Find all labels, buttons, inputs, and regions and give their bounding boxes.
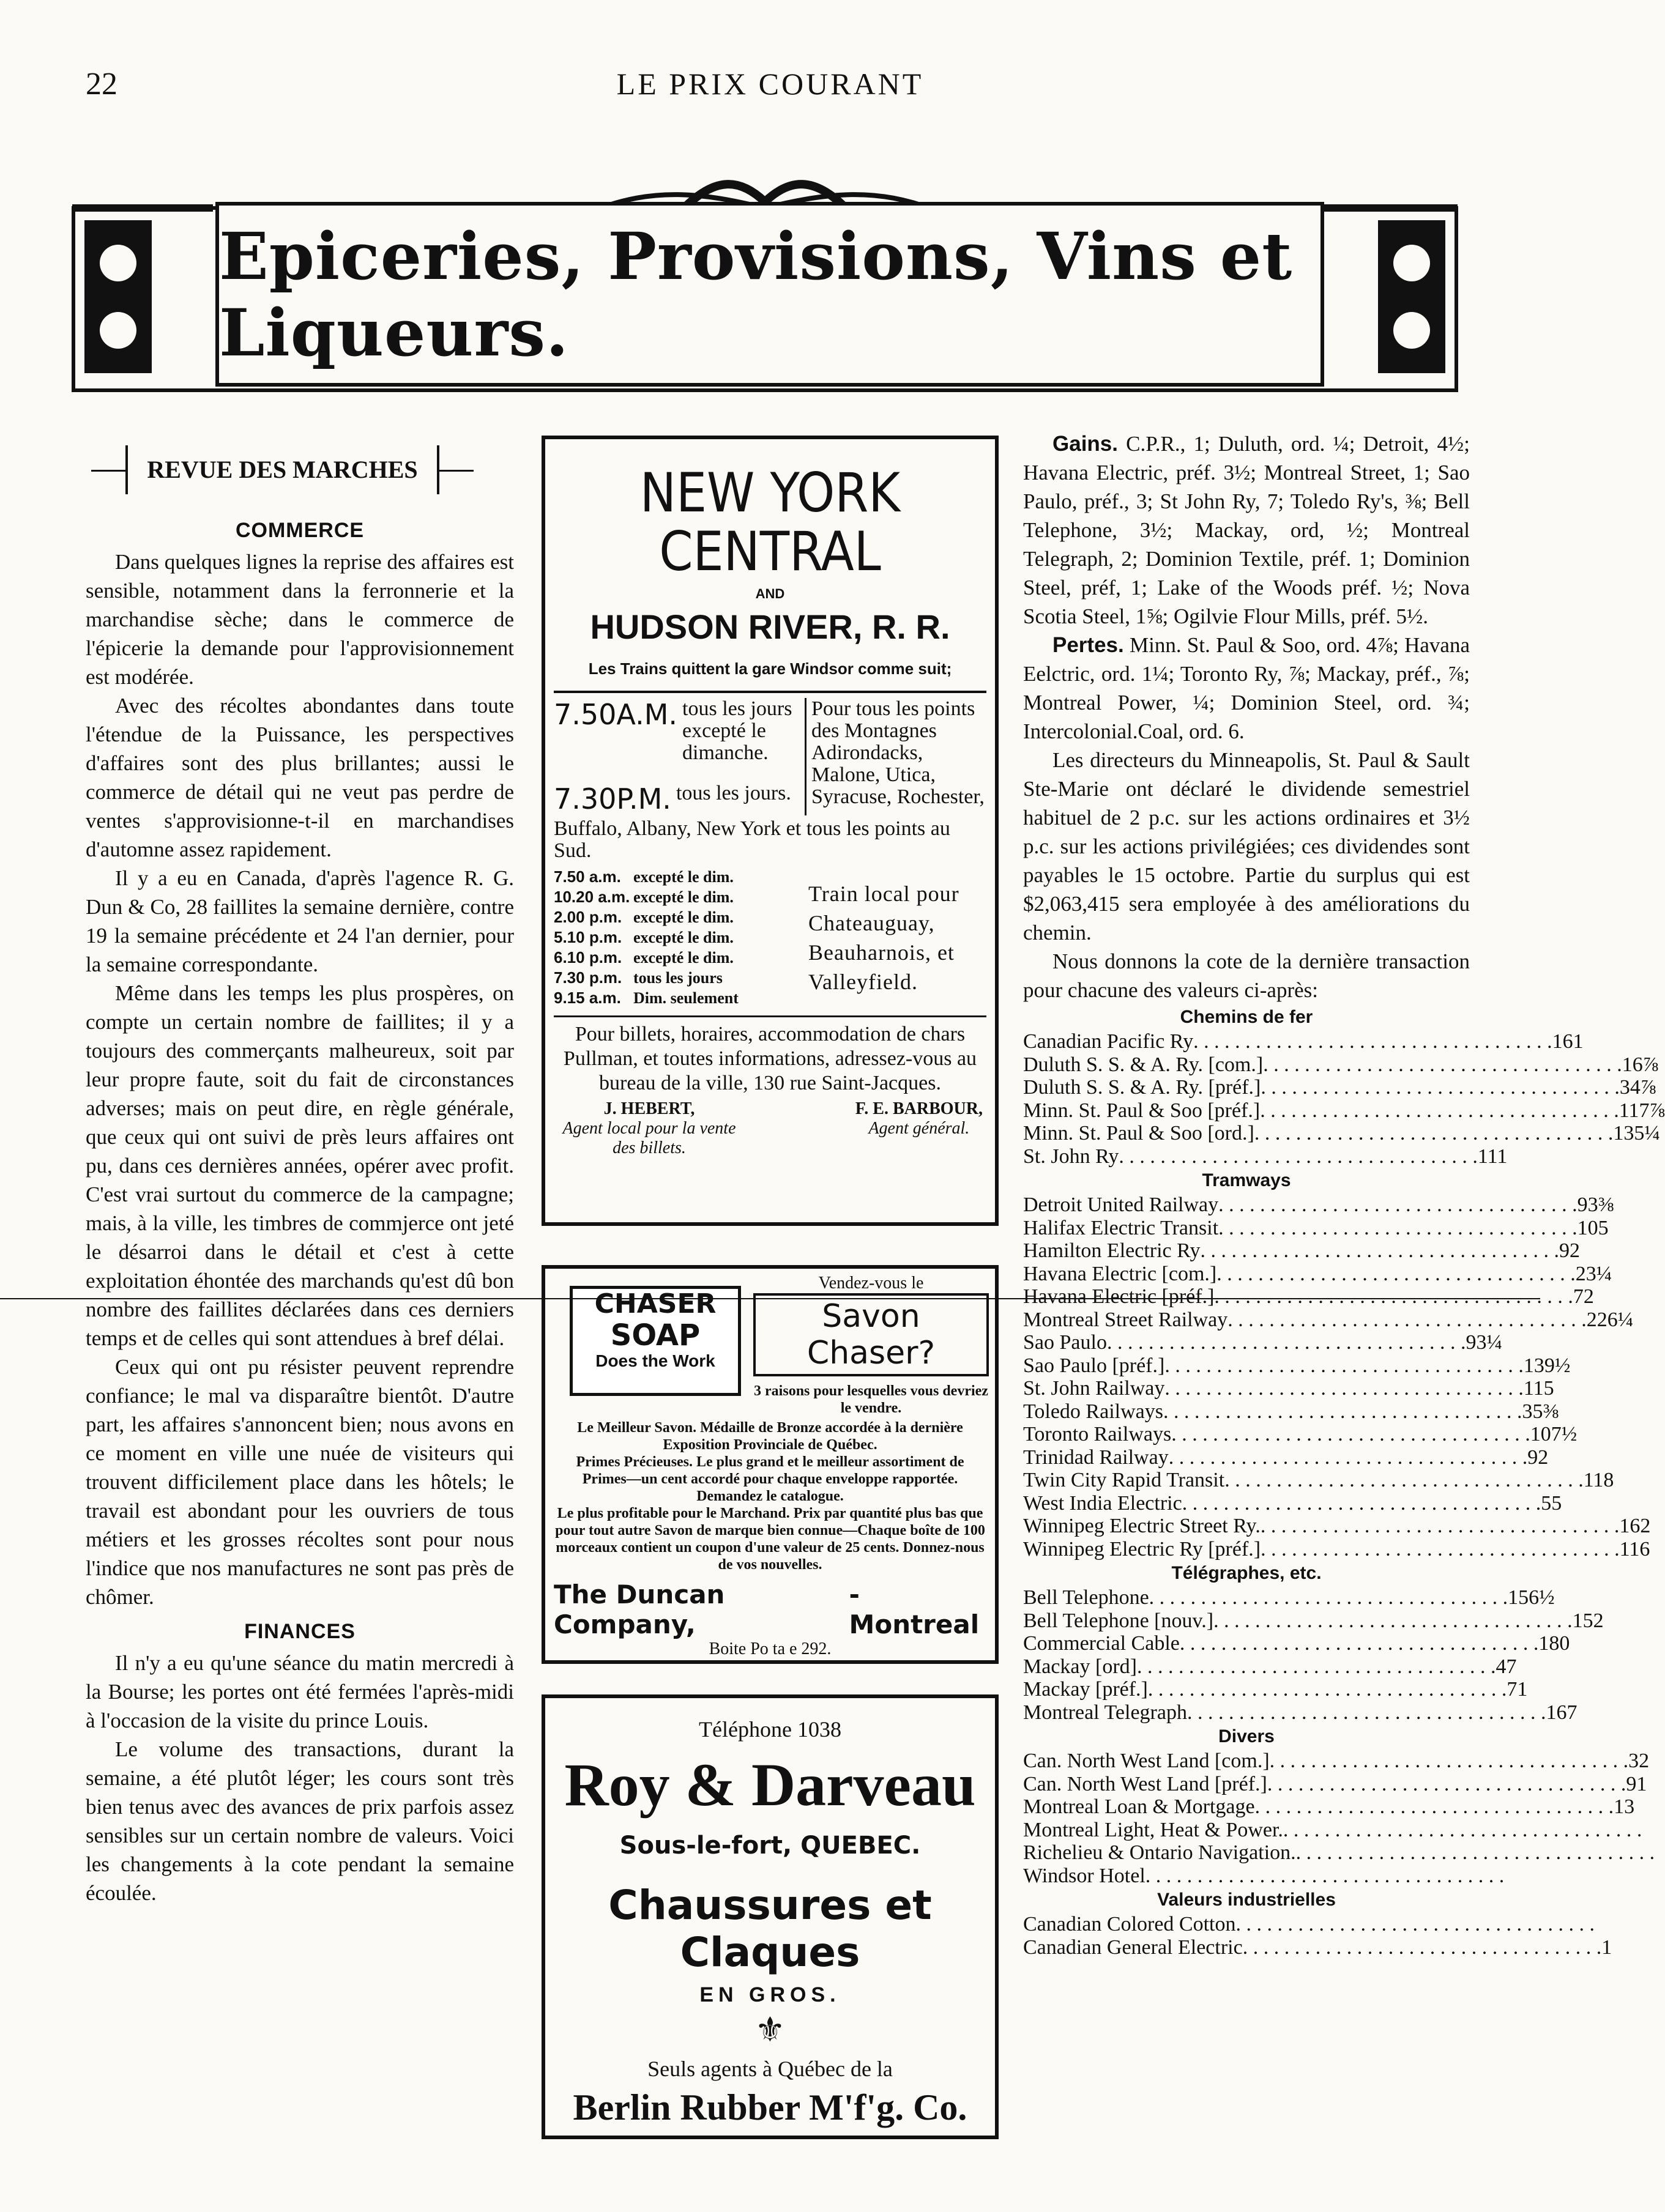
table-row — [1023, 1193, 1614, 1217]
table-row — [1023, 1053, 1659, 1077]
ad-roy-darveau — [542, 1694, 999, 2139]
stock-price: 105 — [1577, 1216, 1609, 1239]
local-time: 6.10 p.m. — [554, 948, 622, 967]
stock-name: Richelieu & Ontario Navigation. — [1023, 1841, 1296, 1864]
table-row — [1023, 1308, 1634, 1332]
fleur-de-lis-icon: ⚜ — [754, 2011, 786, 2049]
stock-price: 93¼ — [1466, 1331, 1502, 1354]
table-row — [1023, 1285, 1594, 1308]
leader-dots: . . . . . . . . . . . . . . . . . . . . . . . . . . . . . . . . . . . — [1182, 1491, 1541, 1515]
local-time: 10.20 a.m. — [554, 888, 630, 906]
stock-name: Halifax Electric Transit — [1023, 1216, 1219, 1239]
leader-dots: . . . . . . . . . . . . . . . . . . . . . . . . . . . . . . . . . . . — [1227, 1308, 1587, 1331]
leader-dots: . . . . . . . . . . . . . . . . . . . . . . . . . . . . . . . . . . . — [1193, 1030, 1552, 1053]
leader-dots: . . . . . . . . . . . . . . . . . . . . . . . . . . . . . . . . . . . — [1295, 1841, 1655, 1864]
company-city: - Montreal — [849, 1579, 980, 1639]
table-row — [1023, 1122, 1660, 1145]
local-desc: excepté le dim. — [633, 908, 734, 926]
departure-time: 7.30P.M. — [554, 782, 671, 815]
ad-and: AND — [755, 586, 785, 601]
table-row — [1023, 1537, 1650, 1561]
stock-name: Trinidad Railway — [1023, 1446, 1169, 1469]
local-desc: excepté le dim. — [633, 888, 734, 906]
table-row — [1023, 1655, 1517, 1679]
table-heading: Tramways — [1202, 1170, 1291, 1190]
stock-price: 118 — [1583, 1469, 1614, 1491]
ad-company: Berlin Rubber M'f'g. Co. — [573, 2087, 967, 2128]
stock-price: 156½ — [1508, 1586, 1555, 1609]
paragraph: Le volume des transactions, durant la semaine, a été plutôt léger; les cours sont très bien tenus avec des avances de prix parfois assez sensibles sur un certain nombre de valeurs. Voici les changements à la cote pendant la semaine écoulée. — [86, 1737, 514, 1905]
leader-dots: . . . . . . . . . . . . . . . . . . . . . . . . . . . . . . . . . . . — [1261, 1537, 1620, 1561]
paragraph: Même dans les temps les plus prospères, on compte un certain nombre de faillites; il y a toujours des commerçants malheureux, soit par leur propre faute, soit du fait de circonstances adverses; mais on peut dire, en règle générale, que ceux qui ont suivi de près leurs affaires ont pu, dans ces dernières années, opérer avec profit. C'est vrai surtout du commerce de la campagne; mais, à la ville, les timbres de commjerce ont jeté le désarroi dans le détail et c'est à cette exploitation éhontée des marchands qu'est dû bon nombre des faillites déclarées dans ces derniers temps et de celles qui sont attendues à bref délai. — [86, 981, 514, 1350]
stock-name: Hamilton Electric Ry — [1023, 1239, 1201, 1262]
stock-name: Bell Telephone — [1023, 1586, 1149, 1609]
stock-price: 152 — [1572, 1609, 1604, 1632]
stock-name: Can. North West Land [préf.] — [1023, 1772, 1267, 1795]
table-row — [1023, 1491, 1562, 1515]
table-row — [1023, 1609, 1604, 1633]
leader-dots: . . . . . . . . . . . . . . . . . . . . . . . . . . . . . . . . . . . — [1213, 1609, 1573, 1632]
stock-price: 72 — [1573, 1285, 1594, 1308]
stock-name: Canadian General Electric — [1023, 1936, 1243, 1959]
ad-goods: Chaussures et Claques — [608, 1882, 932, 1976]
right-column — [1023, 429, 1665, 2136]
leader-dots: . . . . . . . . . . . . . . . . . . . . . . . . . . . . . . . . . . . — [1235, 1913, 1595, 1936]
pertes-label: Pertes. — [1052, 633, 1124, 657]
table-row — [1023, 1400, 1559, 1423]
stock-price: 111 — [1477, 1145, 1508, 1168]
stock-name: Duluth S. S. & A. Ry. [préf.] — [1023, 1076, 1261, 1099]
paragraph: Avec des récoltes abondantes dans toute l'étendue de la Puissance, les perspectives d'affaires sont des plus brillantes; aussi le commerce de détail qui ne veut pas perdre de ventes s'approvisionne-t-il en marchandises d'automne assez rapidement. — [86, 694, 514, 861]
stock-name: Minn. St. Paul & Soo [préf.] — [1023, 1099, 1261, 1122]
table-row — [1023, 1701, 1577, 1724]
ad-agents: Seuls agents à Québec de la — [647, 2057, 893, 2081]
ad-title: NEW YORK CENTRAL — [639, 461, 901, 583]
table-row — [1023, 1515, 1651, 1538]
soap-box-label: CHASER — [594, 1288, 717, 1319]
soap-box-label: SOAP — [610, 1318, 701, 1353]
leader-dots: . . . . . . . . . . . . . . . . . . . . . . . . . . . . . . . . . . . — [1254, 1122, 1614, 1145]
local-desc: excepté le dim. — [633, 949, 734, 967]
company-box: Boite Po ta e 292. — [709, 1639, 832, 1658]
stock-name: West India Electric — [1023, 1491, 1182, 1515]
section-title: REVUE DES MARCHES — [125, 445, 439, 494]
leader-dots: . . . . . . . . . . . . . . . . . . . . . . . . . . . . . . . . . . . — [1163, 1400, 1522, 1423]
leader-dots: . . . . . . . . . . . . . . . . . . . . . . . . . . . . . . . . . . . — [1136, 1655, 1496, 1678]
leader-dots: . . . . . . . . . . . . . . . . . . . . . . . . . . . . . . . . . . . — [1216, 1262, 1576, 1285]
agent-name: J. HEBERT, — [603, 1099, 695, 1118]
stock-price: 71 — [1507, 1678, 1528, 1701]
leader-dots: . . . . . . . . . . . . . . . . . . . . . . . . . . . . . . . . . . . — [1149, 1586, 1508, 1609]
table-row — [1023, 1818, 1642, 1842]
stock-price: 180 — [1538, 1632, 1570, 1655]
banner-title-box — [215, 202, 1324, 387]
journal-title: LE PRIX COURANT — [616, 67, 924, 101]
leader-dots: . . . . . . . . . . . . . . . . . . . . . . . . . . . . . . . . . . . — [1200, 1239, 1559, 1262]
table-heading: Divers — [1218, 1726, 1275, 1746]
leader-dots: . . . . . . . . . . . . . . . . . . . . . . . . . . . . . . . . . . . — [1283, 1818, 1642, 1841]
banner-title: Epiceries, Provisions, Vins et Liqueurs. — [219, 218, 1293, 371]
leader-dots: . . . . . . . . . . . . . . . . . . . . . . . . . . . . . . . . . . . — [1147, 1678, 1507, 1701]
stock-price: 47 — [1496, 1655, 1517, 1678]
table-row — [1023, 1750, 1650, 1773]
stock-price: 13 — [1614, 1795, 1635, 1818]
stock-name: Toledo Railways — [1023, 1400, 1163, 1423]
stock-price: 91 — [1626, 1772, 1647, 1795]
stock-price: 1 — [1601, 1936, 1612, 1959]
stock-name: Winnipeg Electric Ry [préf.] — [1023, 1537, 1261, 1561]
stock-price: 116 — [1619, 1537, 1650, 1561]
stock-price: 92 — [1559, 1239, 1580, 1262]
leader-dots: . . . . . . . . . . . . . . . . . . . . . . . . . . . . . . . . . . . — [1269, 1750, 1629, 1772]
leader-dots: . . . . . . . . . . . . . . . . . . . . . . . . . . . . . . . . . . . — [1224, 1469, 1584, 1491]
local-time: 9.15 a.m. — [554, 989, 621, 1007]
leader-dots: . . . . . . . . . . . . . . . . . . . . . . . . . . . . . . . . . . . — [1168, 1446, 1528, 1469]
leader-dots: . . . . . . . . . . . . . . . . . . . . . . . . . . . . . . . . . . . — [1242, 1936, 1602, 1959]
table-row — [1023, 1586, 1555, 1609]
stock-name: Mackay [préf.] — [1023, 1678, 1148, 1701]
departure-desc: tous les jours excepté le dimanche. — [682, 697, 792, 764]
stock-name: Can. North West Land [com.] — [1023, 1750, 1270, 1772]
paragraph: Nous donnons la cote de la dernière transaction pour chacune des valeurs ci-après: — [1023, 949, 1470, 1002]
table-row — [1023, 1913, 1595, 1936]
local-desc: excepté le dim. — [633, 929, 734, 946]
company-name: The Duncan Company, — [554, 1579, 725, 1639]
stock-name: Mackay [ord] — [1023, 1655, 1137, 1678]
table-heading: Valeurs industrielles — [1157, 1890, 1336, 1910]
ad-chaser-soap — [542, 1265, 999, 1664]
stock-name: Twin City Rapid Transit — [1023, 1469, 1225, 1491]
table-row — [1023, 1936, 1612, 1959]
leader-dots: . . . . . . . . . . . . . . . . . . . . . . . . . . . . . . . . . . . — [1171, 1423, 1530, 1446]
stock-name: Montreal Street Railway — [1023, 1308, 1228, 1331]
stock-name: Bell Telephone [nouv.] — [1023, 1609, 1214, 1632]
stock-price: 117⅞ — [1618, 1099, 1665, 1122]
leader-dots: . . . . . . . . . . . . . . . . . . . . . . . . . . . . . . . . . . . — [1214, 1285, 1573, 1308]
stock-name: St. John Ry — [1023, 1145, 1119, 1168]
table-heading: Télégraphes, etc. — [1171, 1563, 1322, 1583]
table-row — [1023, 1145, 1508, 1168]
stock-price: 139½ — [1523, 1354, 1571, 1377]
local-time: 7.50 a.m. — [554, 867, 621, 886]
table-row — [1023, 1262, 1612, 1286]
agent-title: Agent local pour la vente des billets. — [562, 1119, 736, 1157]
stock-name: Toronto Railways — [1023, 1423, 1172, 1446]
table-row — [1023, 1423, 1577, 1446]
leader-dots: . . . . . . . . . . . . . . . . . . . . . . . . . . . . . . . . . . . — [1254, 1795, 1614, 1818]
table-row — [1023, 1030, 1584, 1053]
leader-dots: . . . . . . . . . . . . . . . . . . . . . . . . . . . . . . . . . . . — [1186, 1701, 1546, 1724]
stock-name: Commercial Cable — [1023, 1632, 1180, 1655]
paragraph: Les directeurs du Minneapolis, St. Paul & Sault Ste-Marie ont déclaré le dividende semestriel habituel de 2 p.c. sur les actions ordinaires et 3½ p.c. sur les actions privilégiées; ces dividendes sont payables le 15 octobre. Partie du surplus qui est $2,063,415 sera employée à des améliorations du chemin. — [1023, 748, 1470, 945]
table-row — [1023, 1864, 1505, 1888]
stock-price: 93⅜ — [1577, 1193, 1614, 1216]
ad-name: Roy & Darveau — [564, 1751, 976, 1819]
table-row — [1023, 1239, 1580, 1263]
soap-box-label: Does the Work — [595, 1351, 715, 1370]
divider — [0, 1298, 1540, 1299]
stock-price: 35⅜ — [1522, 1400, 1559, 1423]
soap-box — [570, 1286, 741, 1396]
leader-dots: . . . . . . . . . . . . . . . . . . . . . . . . . . . . . . . . . . . — [1263, 1053, 1622, 1076]
ad-en-gros: EN GROS. — [699, 1983, 841, 2006]
stock-price: 161 — [1552, 1030, 1584, 1053]
ad-headline: Savon Chaser? — [753, 1293, 989, 1376]
leader-dots: . . . . . . . . . . . . . . . . . . . . . . . . . . . . . . . . . . . — [1145, 1864, 1505, 1887]
stock-name: Minn. St. Paul & Soo [ord.] — [1023, 1122, 1254, 1145]
paragraph: Ceux qui ont pu résister peuvent reprendre confiance; le mal va disparaître bientôt. D'autre part, les affaires s'annoncent bien; nous avons en ce moment en ville une nuée de visiteurs qui trouvent difficilement place dans les hôtels; le travail est abondant pour les ouvriers de tous métiers et les grosses récoltes sont pour nous l'indice que nos manufactures ne sont pas près de chômer. — [86, 1355, 514, 1609]
ad-text: Primes Précieuses. Le plus grand et le meilleur assortiment de Primes—un cent accordé pour chaque enveloppe rapportée. Demandez le catalogue. — [576, 1454, 964, 1504]
table-row — [1023, 1841, 1655, 1865]
leader-dots: . . . . . . . . . . . . . . . . . . . . . . . . . . . . . . . . . . . — [1179, 1632, 1539, 1655]
stock-price: 162 — [1619, 1515, 1651, 1537]
page-number: 22 — [86, 67, 117, 102]
ad-info: Pour billets, horaires, accommodation de chars Pullman, et toutes informations, adressez-vous au bureau de la ville, 130 rue Saint-Jacques. — [563, 1023, 977, 1094]
table-row — [1023, 1678, 1528, 1701]
local-time: 5.10 p.m. — [554, 928, 622, 946]
local-desc: Dim. seulement — [633, 989, 739, 1007]
ad-address: Sous-le-fort, QUEBEC. — [619, 1832, 921, 1860]
stock-name: St. John Railway — [1023, 1377, 1165, 1400]
ad-top-line: Vendez-vous le — [818, 1274, 924, 1293]
stock-name: Windsor Hotel — [1023, 1864, 1145, 1887]
stock-price: 107½ — [1530, 1423, 1577, 1446]
stock-price: 23¼ — [1575, 1262, 1612, 1285]
pertes-text: Minn. St. Paul & Soo, ord. 4⅞; Havana Eelctric, ord. 1¼; Toronto Ry, ⅞; Mackay, préf., ⅞; Montreal Power, ¼; Dominion Steel, ord. ¾; Intercolonial.Coal, ord. 6. — [1023, 633, 1470, 743]
local-desc: tous les jours — [633, 969, 723, 987]
departure-desc: tous les jours. — [676, 782, 791, 804]
stock-price: 226¼ — [1586, 1308, 1634, 1331]
stock-price: 115 — [1523, 1377, 1554, 1400]
stock-name: Havana Electric [préf.] — [1023, 1285, 1215, 1308]
table-row — [1023, 1469, 1614, 1492]
stock-name: Havana Electric [com.] — [1023, 1262, 1217, 1285]
local-time: 7.30 p.m. — [554, 968, 622, 987]
paragraph: Dans quelques lignes la reprise des affaires est sensible, notamment dans la ferronnerie et la marchandise sèche; dans le commerce de l'épicerie la demande pour l'approvisionnement est modérée. — [86, 550, 514, 689]
stock-name: Montreal Light, Heat & Power. — [1023, 1818, 1283, 1841]
destination-text: Buffalo, Albany, New York et tous les points au Sud. — [554, 817, 950, 862]
ad-text: Le Meilleur Savon. Médaille de Bronze accordée à la dernière Exposition Provinciale de Québec. — [577, 1420, 963, 1453]
leader-dots: . . . . . . . . . . . . . . . . . . . . . . . . . . . . . . . . . . . — [1218, 1193, 1577, 1216]
stock-name: Montreal Telegraph — [1023, 1701, 1187, 1724]
stock-name: Detroit United Railway — [1023, 1193, 1219, 1216]
gains-label: Gains. — [1052, 432, 1118, 456]
ad-subtitle: HUDSON RIVER, R. R. — [590, 607, 950, 646]
stock-name: Canadian Colored Cotton — [1023, 1913, 1236, 1936]
table-row — [1023, 1099, 1665, 1123]
table-row — [1023, 1354, 1571, 1378]
stock-name: Winnipeg Electric Street Ry. — [1023, 1515, 1261, 1537]
stock-name: Duluth S. S. & A. Ry. [com.] — [1023, 1053, 1264, 1076]
leader-dots: . . . . . . . . . . . . . . . . . . . . . . . . . . . . . . . . . . . — [1267, 1772, 1626, 1795]
stock-name: Montreal Loan & Mortgage — [1023, 1795, 1255, 1818]
destination-text: Pour tous les points des Montagnes Adirondacks, Malone, Utica, Syracuse, Rochester, — [805, 698, 986, 815]
leader-dots: . . . . . . . . . . . . . . . . . . . . . . . . . . . . . . . . . . . — [1218, 1216, 1577, 1239]
subheading-commerce: COMMERCE — [235, 519, 365, 542]
agent-name: F. E. BARBOUR, — [855, 1099, 983, 1118]
table-row — [1023, 1377, 1554, 1400]
leader-dots: . . . . . . . . . . . . . . . . . . . . . . . . . . . . . . . . . . . — [1261, 1076, 1620, 1099]
leader-dots: . . . . . . . . . . . . . . . . . . . . . . . . . . . . . . . . . . . — [1164, 1377, 1524, 1400]
quotes-tables — [1023, 1004, 1665, 1959]
leader-dots: . . . . . . . . . . . . . . . . . . . . . . . . . . . . . . . . . . . — [1106, 1331, 1466, 1354]
stock-name: Sao Paulo [préf.] — [1023, 1354, 1165, 1377]
stock-price: 167 — [1546, 1701, 1577, 1724]
gains-text: C.P.R., 1; Duluth, ord. ¼; Detroit, 4½; Havana Electric, préf. 3½; Montreal Street, 1; Sao Paulo, préf., 3; St John Ry, 7; Toledo Ry's, ⅜; Bell Telephone, 3½; Mackay, ord, ½; Montreal Telegraph, 2; Dominion Textile, préf. 1; Dominion Steel, préf, 1; Lake of the Woods préf. ½; Nova Scotia Steel, 1⅝; Ogilvie Flour Mills, préf. 5½. — [1023, 432, 1470, 628]
leader-dots: . . . . . . . . . . . . . . . . . . . . . . . . . . . . . . . . . . . — [1260, 1515, 1620, 1537]
stock-price: 55 — [1541, 1491, 1562, 1515]
local-desc: excepté le dim. — [633, 868, 734, 886]
table-row — [1023, 1632, 1570, 1655]
table-row — [1023, 1772, 1647, 1796]
paragraph: Il n'y a eu qu'une séance du matin mercredi à la Bourse; les portes ont été fermées l'après-midi à l'occasion de la visite du prince Louis. — [86, 1651, 514, 1732]
ad-new-york-central — [542, 436, 999, 1226]
ad-reasons: 3 raisons pour lesquelles vous devriez le vendre. — [754, 1383, 988, 1416]
stock-name: Sao Paulo — [1023, 1331, 1107, 1354]
subheading-finances: FINANCES — [244, 1620, 356, 1643]
ad-phone: Téléphone 1038 — [699, 1717, 841, 1742]
ad-text: Le plus profitable pour le Marchand. Prix par quantité plus bas que pour tout autre Savon de marque bien connue—Chaque boîte de 100 morceaux contient un coupon d'une valeur de 25 cents. Donnez-nous de vos nouvelles. — [555, 1505, 985, 1573]
paragraph: Il y a eu en Canada, d'après l'agence R. G. Dun & Co, 28 faillites la semaine dernière, contre 19 la semaine précédente et 24 l'an dernier, pour la semaine correspondante. — [86, 866, 514, 976]
table-row — [1023, 1331, 1502, 1354]
stock-name: Canadian Pacific Ry — [1023, 1030, 1194, 1053]
stock-price: 135¼ — [1613, 1122, 1660, 1145]
stock-price: 34⅞ — [1619, 1076, 1656, 1099]
stock-price: 16⅞ — [1622, 1053, 1659, 1076]
table-row — [1023, 1795, 1635, 1819]
leader-dots: . . . . . . . . . . . . . . . . . . . . . . . . . . . . . . . . . . . — [1164, 1354, 1524, 1377]
local-destination: Train local pour Chateauguay, Beauharnois, et Valleyfield. — [808, 881, 959, 994]
local-time: 2.00 p.m. — [554, 908, 622, 926]
table-row — [1023, 1076, 1656, 1099]
departure-time: 7.50A.M. — [554, 698, 678, 731]
table-heading: Chemins de fer — [1180, 1007, 1313, 1027]
table-row — [1023, 1216, 1609, 1240]
ad-departure-note: Les Trains quittent la gare Windsor comme suit; — [588, 659, 952, 678]
leader-dots: . . . . . . . . . . . . . . . . . . . . . . . . . . . . . . . . . . . — [1260, 1099, 1619, 1122]
left-column — [86, 514, 514, 2141]
table-row — [1023, 1446, 1549, 1469]
leader-dots: . . . . . . . . . . . . . . . . . . . . . . . . . . . . . . . . . . . — [1119, 1145, 1478, 1168]
stock-price: 32 — [1628, 1750, 1650, 1772]
stock-price: 92 — [1527, 1446, 1549, 1469]
agent-title: Agent général. — [868, 1119, 970, 1138]
